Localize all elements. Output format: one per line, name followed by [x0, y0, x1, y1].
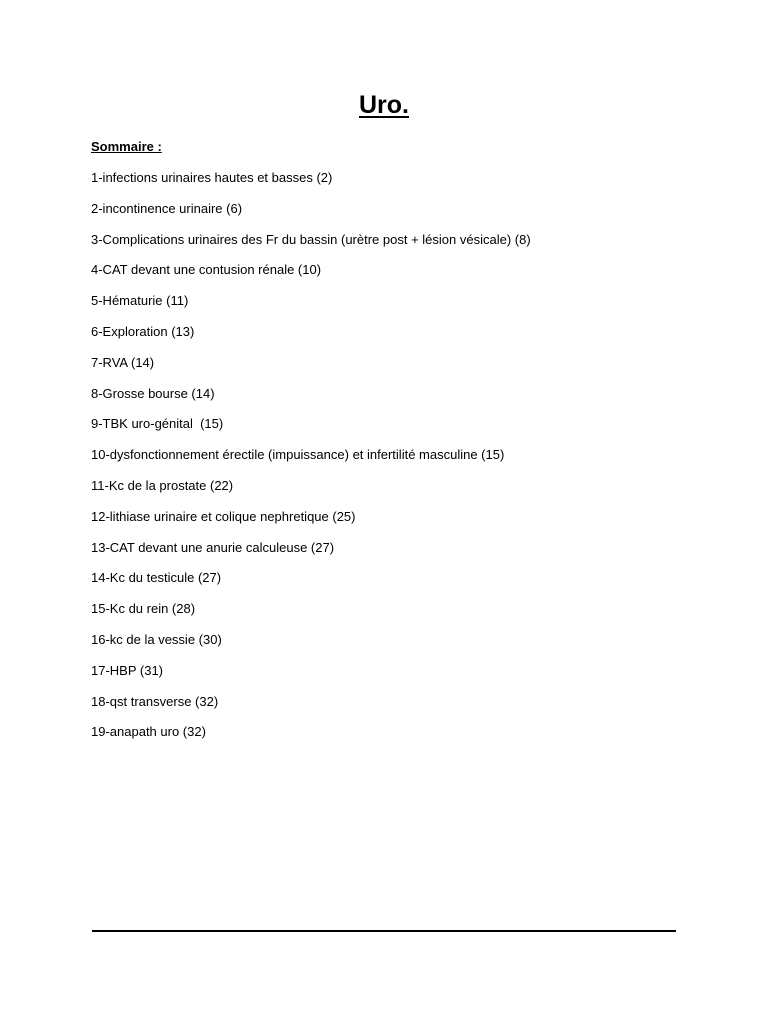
toc-entry: 6-Exploration (13): [91, 323, 195, 339]
footer-divider: [92, 930, 676, 932]
toc-entry: 5-Hématurie (11): [91, 293, 189, 309]
toc-entry: 14-Kc du testicule (27): [91, 570, 222, 586]
toc-entry: 13-CAT devant une anurie calculeuse (27): [91, 539, 335, 555]
toc-entry: 10-dysfonctionnement érectile (impuissance) et infertilité masculine (15): [91, 447, 505, 463]
toc-entry: 7-RVA (14): [91, 354, 155, 370]
toc-entry: 18-qst transverse (32): [91, 693, 219, 709]
toc-entry: 2-incontinence urinaire (6): [91, 200, 243, 216]
toc-entry: 16-kc de la vessie (30): [91, 631, 222, 647]
page-title: Uro.: [359, 91, 409, 119]
toc-entry: 15-Kc du rein (28): [91, 601, 196, 617]
table-of-contents: [91, 169, 531, 754]
toc-entry: 8-Grosse bourse (14): [91, 385, 215, 401]
toc-entry: 9-TBK uro-génital (15): [91, 416, 224, 432]
toc-entry: 12-lithiase urinaire et colique nephretique (25): [91, 508, 356, 524]
toc-entry: 17-HBP (31): [91, 662, 164, 678]
toc-entry: 3-Complications urinaires des Fr du bassin (urètre post + lésion vésicale) (8): [91, 231, 531, 247]
toc-entry: 1-infections urinaires hautes et basses (2): [91, 170, 333, 185]
toc-entry: 19-anapath uro (32): [91, 724, 206, 740]
summary-heading: Sommaire :: [91, 139, 162, 154]
toc-entry: 4-CAT devant une contusion rénale (10): [91, 262, 322, 278]
toc-entry: 11-Kc de la prostate (22): [91, 477, 234, 493]
